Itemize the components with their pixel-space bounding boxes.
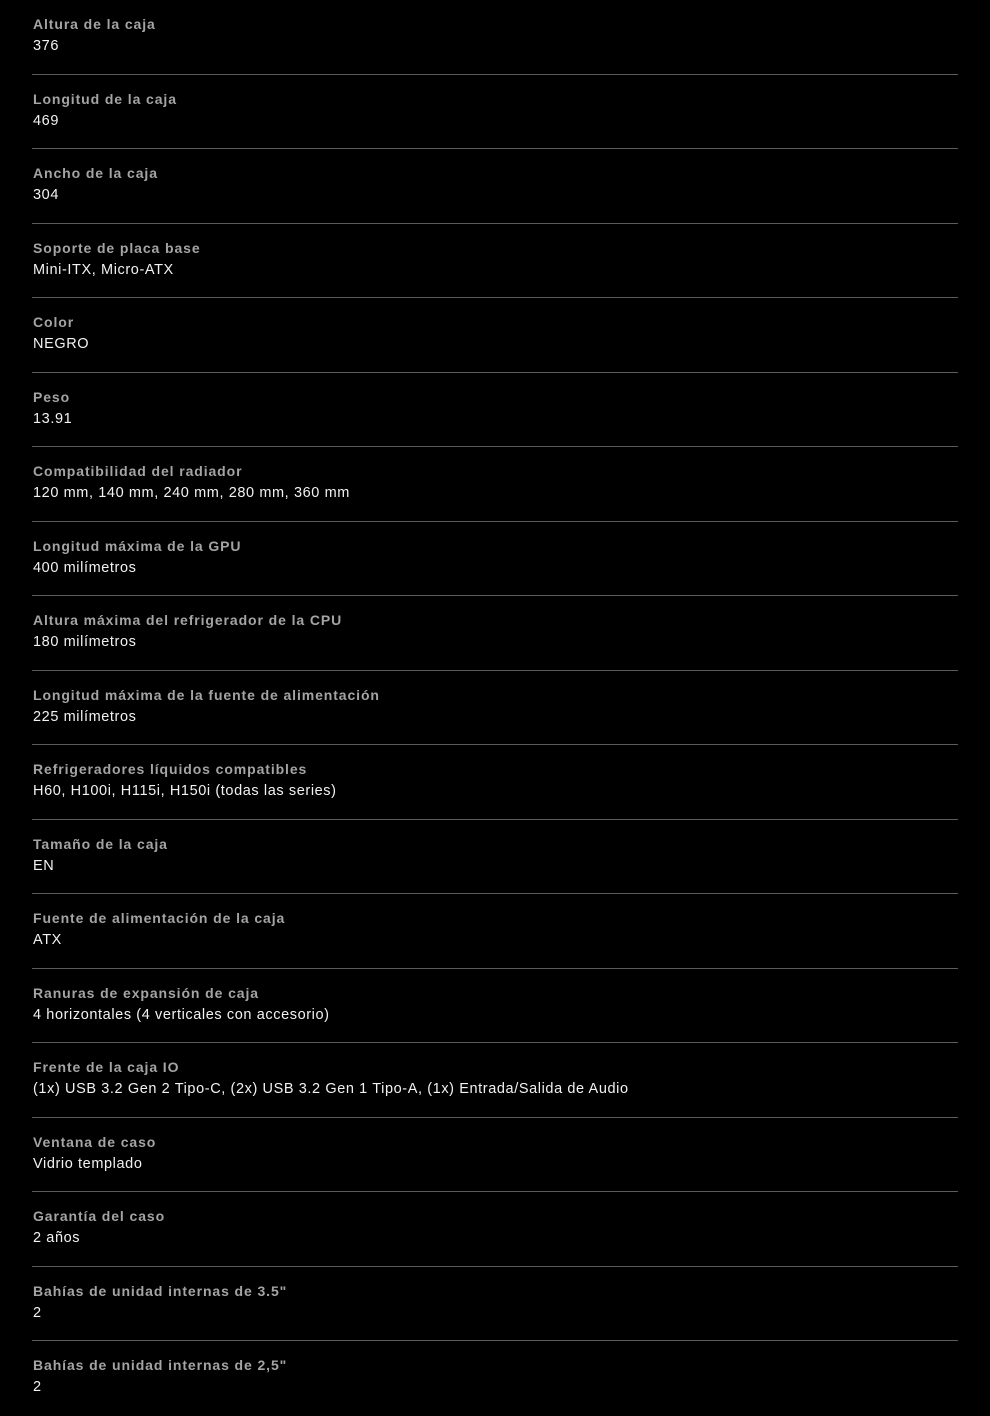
spec-row-warranty	[32, 1192, 958, 1267]
spec-value: ATX	[33, 932, 62, 948]
spec-label: Soporte de placa base	[33, 239, 201, 256]
spec-value: 304	[33, 187, 59, 203]
spec-value: NEGRO	[33, 336, 90, 352]
spec-label: Longitud de la caja	[33, 90, 177, 107]
spec-row-color	[32, 298, 958, 373]
spec-value: 4 horizontales (4 verticales con accesorio)	[33, 1006, 330, 1023]
spec-label: Altura de la caja	[33, 16, 156, 32]
spec-label: Frente de la caja IO	[33, 1059, 180, 1075]
spec-row-case-width	[32, 149, 958, 224]
spec-value: 180 milímetros	[33, 634, 137, 650]
spec-row-expansion-slots	[32, 969, 958, 1044]
spec-row-case-psu	[32, 894, 958, 969]
spec-row-case-length	[32, 75, 958, 150]
spec-row-liquid-coolers	[32, 745, 958, 820]
spec-value: Mini-ITX, Micro-ATX	[33, 261, 174, 278]
spec-row-case-height	[32, 0, 958, 75]
spec-row-drive-bays-3-5	[32, 1267, 958, 1342]
spec-label: Tamaño de la caja	[33, 835, 168, 852]
spec-label: Longitud máxima de la GPU	[33, 537, 242, 554]
spec-value: 376	[33, 38, 59, 54]
spec-row-drive-bays-2-5	[32, 1341, 958, 1416]
spec-value: 2	[33, 1379, 42, 1395]
spec-row-front-io	[32, 1043, 958, 1118]
spec-value: 400 milímetros	[33, 559, 137, 576]
spec-value: 2 años	[33, 1230, 81, 1246]
spec-label: Ventana de caso	[33, 1133, 157, 1150]
spec-label: Bahías de unidad internas de 2,5"	[33, 1357, 288, 1373]
spec-row-weight	[32, 373, 958, 448]
spec-label: Ranuras de expansión de caja	[33, 984, 259, 1001]
spec-row-motherboard-support	[32, 224, 958, 299]
spec-row-max-psu-length	[32, 671, 958, 746]
spec-value: 225 milímetros	[33, 708, 137, 725]
spec-value: 13.91	[33, 410, 73, 427]
spec-value: (1x) USB 3.2 Gen 2 Tipo-C, (2x) USB 3.2 Gen 1 Tipo-A, (1x) Entrada/Salida de Audio	[33, 1081, 629, 1097]
spec-row-max-cpu-cooler-height	[32, 596, 958, 671]
spec-label: Fuente de alimentación de la caja	[33, 910, 286, 926]
spec-value: 469	[33, 112, 59, 129]
spec-label: Altura máxima del refrigerador de la CPU	[33, 612, 343, 628]
spec-label: Refrigeradores líquidos compatibles	[33, 761, 308, 777]
spec-label: Longitud máxima de la fuente de alimentación	[33, 686, 380, 703]
spec-row-case-size	[32, 820, 958, 895]
spec-label: Bahías de unidad internas de 3.5"	[33, 1282, 288, 1299]
spec-value: 2	[33, 1304, 42, 1321]
spec-label: Garantía del caso	[33, 1208, 166, 1224]
spec-row-case-window	[32, 1118, 958, 1193]
spec-value: H60, H100i, H115i, H150i (todas las series)	[33, 783, 337, 799]
spec-label: Color	[33, 314, 75, 330]
spec-row-radiator-compatibility	[32, 447, 958, 522]
spec-value: Vidrio templado	[33, 1155, 143, 1172]
spec-value: 120 mm, 140 mm, 240 mm, 280 mm, 360 mm	[33, 485, 350, 501]
spec-row-max-gpu-length	[32, 522, 958, 597]
spec-label: Ancho de la caja	[33, 165, 158, 181]
spec-value: EN	[33, 857, 55, 874]
spec-label: Peso	[33, 388, 71, 405]
spec-label: Compatibilidad del radiador	[33, 463, 243, 479]
